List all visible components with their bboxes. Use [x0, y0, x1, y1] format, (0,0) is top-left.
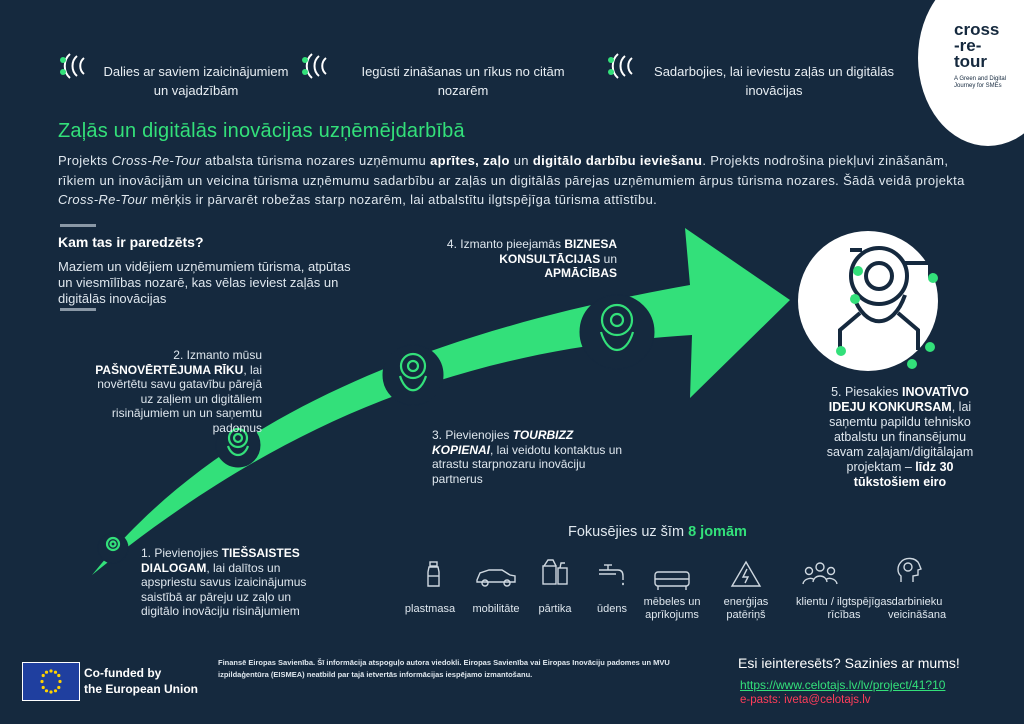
- focus-heading: [568, 524, 747, 540]
- logo-line3: tour: [954, 52, 988, 71]
- category-label: pārtika: [538, 603, 572, 615]
- logo-line1: cross: [954, 20, 1000, 39]
- step-1: [141, 546, 319, 619]
- eu-line2: the European Union: [84, 682, 198, 696]
- step-highlight: PAŠNOVĒRTĒJUMA RĪKU: [95, 362, 244, 377]
- benefit-3-line2: inovācijas: [745, 83, 803, 98]
- step-text: , lai dalītos un apspriestu savus izaicinājumus saistībā ar pāreju uz zaļo un digitālo inovāciju risinājumiem: [141, 560, 307, 618]
- step-highlight: TOURBIZZ KOPIENAI: [432, 428, 574, 457]
- step-highlight: TIEŠSAISTES DIALOGAM: [141, 546, 300, 575]
- page-title: Zaļās un digitālās inovācijas uzņēmējdarbībā: [58, 120, 465, 142]
- contact-heading: Esi ieinteresēts? Sazinies ar mums!: [738, 655, 960, 671]
- disclaimer: Finansē Eiropas Savienība. Šī informācija atspoguļo autora viedokli. Eiropas Savienība vai Eiropas Inovāciju padomes un MVU izpildaģentūra (EISMEA) neatbild par tajā ietvertās informācijas iespējamo izmantošanu.: [218, 658, 670, 679]
- step-text: , lai saņemtu papildu tehnisko atbalstu un finansējumu savam zaļajam/digitālajam projektam –: [826, 400, 974, 474]
- logo-tagline1: A Green and Digital: [954, 76, 1007, 82]
- benefit-2-line1: Iegūsti zināšanas un rīkus no citām: [361, 64, 565, 79]
- category-label: ūdens: [597, 603, 627, 615]
- step-highlight: APMĀCĪBAS: [544, 266, 617, 280]
- eu-flag: [22, 662, 80, 701]
- audience-text: Maziem un vidējiem uzņēmumiem tūrisma, atpūtas un viesmīlības nozarē, kas vēlas ieviest zaļās un digitālās inovācijas: [58, 259, 351, 306]
- intro-highlight: aprītes, zaļo: [430, 153, 510, 168]
- category-label: darbinieku veicināšana: [888, 596, 947, 621]
- step-text: 5. Piesakies: [831, 385, 902, 399]
- energy-icon: [730, 560, 762, 588]
- intro-paragraph: [58, 151, 976, 210]
- audience-heading: Kam tas ir paredzēts?: [58, 234, 204, 250]
- bottle-icon: [418, 560, 450, 588]
- category-label: klientu / ilgtspējīgas rīcības: [796, 596, 892, 621]
- intro-text: . Projekts nodrošina piekļuvi zināšanām, rīkiem un inovācijām un veicina tūrisma uzņēmumu sadarbību ar zaļās un digitālās pārejas uzņēmumiem ārpus tūrisma nozares. Šādā veidā projekta: [58, 153, 965, 188]
- intro-text: Projekts: [58, 153, 112, 168]
- step-highlight: INOVATĪVO IDEJU KONKURSAM: [828, 385, 969, 414]
- step-text: 1. Pievienojies: [141, 546, 222, 560]
- step-text: un: [600, 251, 617, 266]
- step-text: 2. Izmanto mūsu: [173, 348, 262, 362]
- benefit-1-line1: Dalies ar saviem izaicinājumiem: [103, 64, 289, 79]
- intro-text: atbalsta tūrisma nozares uzņēmumu: [201, 153, 431, 168]
- step-text: , lai veidotu kontaktus un atrastu starpnozaru inovāciju partnerus: [432, 442, 623, 486]
- divider: [60, 308, 96, 311]
- step-3: [432, 428, 632, 486]
- benefit-1-line2: un vajadzībām: [153, 83, 239, 98]
- people-icon: [800, 558, 840, 586]
- benefit-1: [98, 62, 294, 100]
- head-icon: [893, 556, 925, 584]
- benefit-3-line1: Sadarbojies, lai ieviestu zaļās un digitālās: [654, 64, 894, 79]
- intro-text: un: [509, 153, 533, 168]
- step-2: [84, 348, 262, 435]
- intro-text: mērķis ir pārvarēt robežas starp nozarēm, lai atbalstītu ilgtspējīga tūrisma attīstību.: [147, 192, 658, 207]
- contact-email[interactable]: e-pasts: iveta@celotajs.lv: [740, 694, 871, 706]
- step-5: [825, 385, 975, 490]
- category-label: plastmasa: [404, 603, 456, 615]
- project-name: Cross-Re-Tour: [111, 153, 202, 168]
- benefit-3: [646, 62, 902, 100]
- step-text: , lai novērtētu savu gatavību pārejā uz zaļiem un digitāliem risinājumiem un un saņemtu padomus: [97, 362, 262, 435]
- category-label: mēbeles un aprīkojums: [643, 596, 701, 621]
- step-text: 4. Izmanto pieejamās: [446, 237, 565, 251]
- focus-text: Fokusējies uz šīm: [568, 524, 689, 540]
- logo-text: [954, 22, 1006, 90]
- eu-cofunded-label: [84, 665, 198, 697]
- sofa-icon: [652, 566, 692, 594]
- project-name: Cross-Re-Tour: [58, 192, 148, 207]
- food-icon: [539, 558, 571, 586]
- benefit-2-line2: nozarēm: [437, 83, 489, 98]
- category-label: mobilitāte: [472, 603, 520, 615]
- eu-stars-icon: [23, 663, 79, 700]
- step-text: 3. Pievienojies: [432, 428, 513, 442]
- benefit-2: [340, 62, 586, 100]
- step-4: [437, 237, 617, 281]
- wave-icon: [606, 50, 640, 82]
- wave-icon: [300, 50, 334, 82]
- intro-highlight: digitālo darbību ieviešanu: [532, 153, 703, 168]
- wave-icon: [58, 50, 92, 82]
- step-highlight: līdz 30 tūkstošiem eiro: [853, 460, 954, 489]
- category-label: enerģijas patēriņš: [723, 596, 769, 621]
- project-link[interactable]: https://www.celotajs.lv/lv/project/41?10: [740, 678, 946, 692]
- tap-icon: [596, 562, 628, 590]
- logo-tagline2: Journey for SMEs: [954, 83, 1002, 89]
- car-icon: [474, 562, 518, 590]
- focus-highlight: 8 jomām: [688, 524, 747, 540]
- logo-line2: -re-: [954, 36, 982, 55]
- eu-line1: Co-funded by: [84, 666, 162, 680]
- step-highlight: BIZNESA KONSULTĀCIJAS: [499, 237, 617, 266]
- divider: [60, 224, 96, 227]
